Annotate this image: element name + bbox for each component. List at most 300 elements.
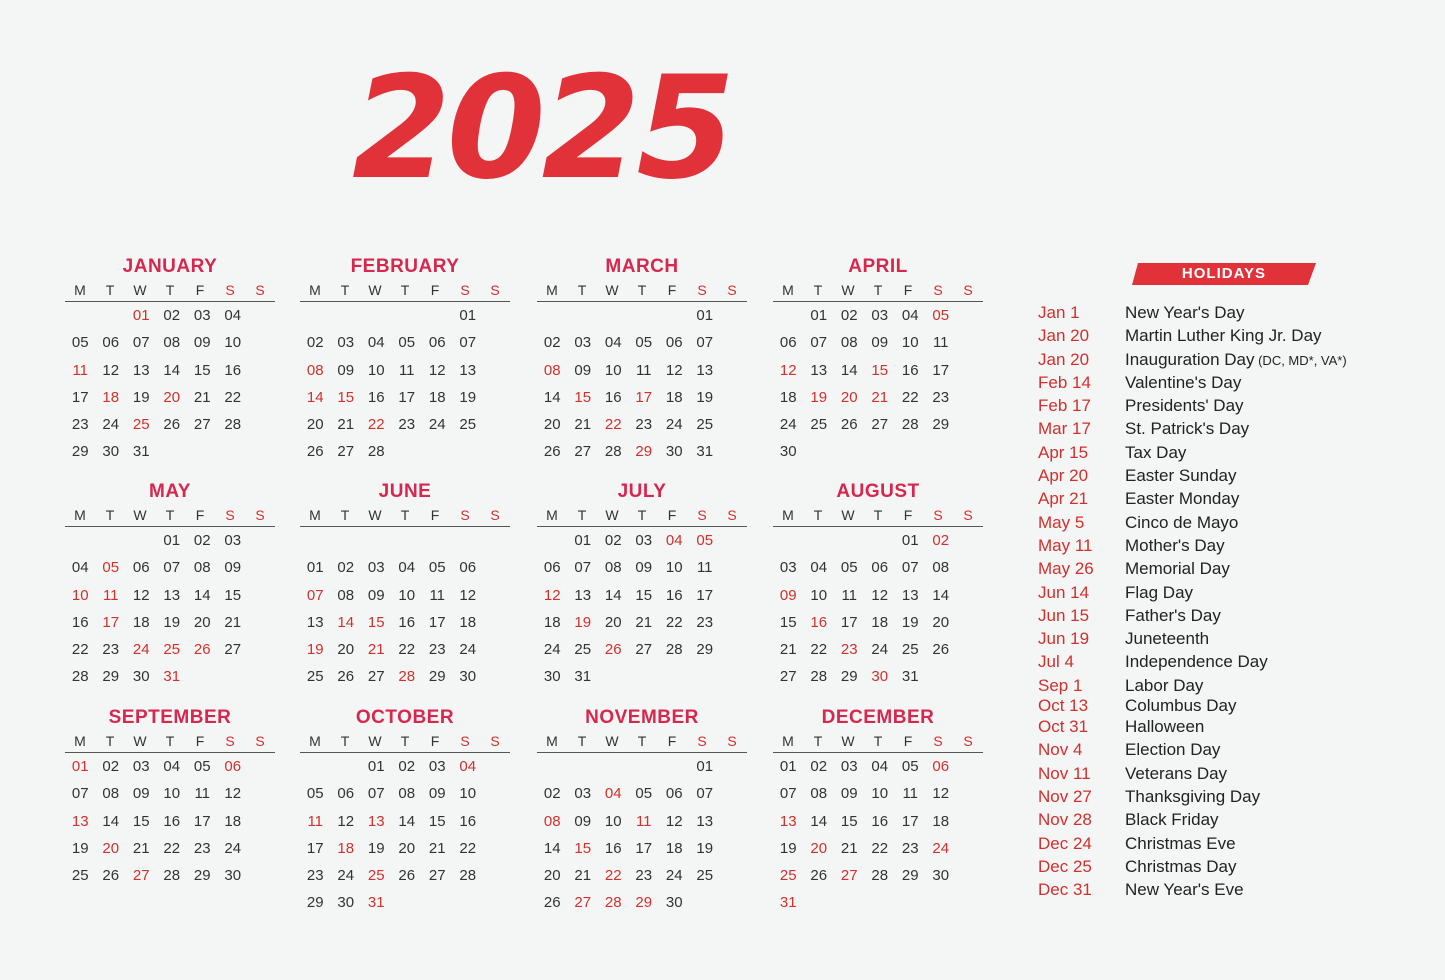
empty-cell xyxy=(629,753,660,780)
day-cell: 13 xyxy=(901,586,919,604)
day-cell: 13 xyxy=(574,586,592,604)
weekday-label: F xyxy=(195,507,205,523)
day-cell: 31 xyxy=(132,443,150,461)
month-march xyxy=(537,255,747,466)
day-cell: 18 xyxy=(665,839,683,857)
day-cell: 01 xyxy=(163,532,181,549)
day-cell: 03 xyxy=(224,532,242,549)
weekday-label: M xyxy=(546,282,558,298)
weekday-label: T xyxy=(873,733,883,749)
weekday-label: T xyxy=(577,733,587,749)
day-cell: 10 xyxy=(459,785,477,803)
weekday-label: S xyxy=(490,733,500,749)
day-cell: 22 xyxy=(459,839,477,857)
day-cell: 30 xyxy=(543,668,561,686)
weekday-label: S xyxy=(727,733,737,749)
day-cell: 30 xyxy=(337,894,355,912)
weekday-label: S xyxy=(225,507,235,523)
weekday-label: F xyxy=(430,507,440,523)
holiday-item xyxy=(1038,417,1438,440)
holiday-name: Black Friday xyxy=(1125,810,1219,830)
holiday-date: Jun 15 xyxy=(1038,605,1090,625)
month-title: AUGUST xyxy=(836,481,920,502)
day-cell: 12 xyxy=(665,361,683,379)
holiday-date: Jun 19 xyxy=(1038,629,1090,649)
holiday-date: May 11 xyxy=(1038,535,1093,555)
day-cell: 05 xyxy=(901,758,919,775)
month-october xyxy=(300,706,510,917)
empty-cell xyxy=(300,753,331,780)
day-cell: 18 xyxy=(543,613,561,631)
day-cell: 04 xyxy=(459,758,477,775)
day-cell: 20 xyxy=(306,416,324,434)
day-cell: 21 xyxy=(224,613,242,631)
empty-cell xyxy=(453,527,484,554)
month-title: JULY xyxy=(617,481,667,502)
weekday-header xyxy=(65,504,275,527)
weekday-label: S xyxy=(963,507,973,523)
holiday-date: Jan 20 xyxy=(1038,326,1090,346)
holiday-item xyxy=(1038,697,1438,715)
day-cell: 21 xyxy=(193,388,211,406)
empty-cell xyxy=(598,753,629,780)
holiday-name: Juneteenth xyxy=(1125,629,1210,649)
day-cell: 27 xyxy=(574,443,592,461)
day-cell: 22 xyxy=(665,613,683,631)
holiday-item xyxy=(1038,511,1438,534)
day-cell: 23 xyxy=(193,839,211,857)
weekday-label: S xyxy=(255,733,265,749)
day-cell: 28 xyxy=(665,641,683,659)
day-cell: 28 xyxy=(604,894,622,912)
day-cell: 15 xyxy=(574,839,592,857)
weekday-label: S xyxy=(727,282,737,298)
holiday-date: Feb 14 xyxy=(1038,372,1091,392)
day-cell: 11 xyxy=(102,586,119,604)
day-cell: 09 xyxy=(871,334,889,352)
empty-cell xyxy=(65,527,96,554)
holiday-name: Tax Day xyxy=(1125,442,1187,462)
day-cell: 14 xyxy=(102,812,120,830)
day-cell: 27 xyxy=(367,668,385,686)
weekday-label: W xyxy=(133,282,147,298)
day-cell: 27 xyxy=(779,668,797,686)
day-cell: 09 xyxy=(337,361,355,379)
day-cell: 09 xyxy=(428,785,446,803)
day-cell: 11 xyxy=(932,334,949,352)
empty-cell xyxy=(65,302,96,329)
weekday-header xyxy=(300,504,510,527)
day-cell: 29 xyxy=(71,443,89,461)
day-cell: 27 xyxy=(224,641,242,659)
day-cell: 14 xyxy=(543,388,561,406)
holiday-item xyxy=(1038,832,1438,855)
holiday-date: Dec 24 xyxy=(1038,833,1092,853)
weekday-header xyxy=(537,730,747,753)
day-cell: 22 xyxy=(398,641,416,659)
day-cell: 24 xyxy=(932,839,950,857)
day-cell: 31 xyxy=(696,443,714,461)
weekday-label: M xyxy=(782,282,794,298)
day-cell: 26 xyxy=(932,641,950,659)
day-cell: 21 xyxy=(635,613,653,631)
day-cell: 03 xyxy=(132,758,150,775)
weekday-label: W xyxy=(368,733,382,749)
day-cell: 12 xyxy=(543,586,561,604)
day-cell: 12 xyxy=(779,361,797,379)
day-cell: 16 xyxy=(604,839,622,857)
day-cell: 20 xyxy=(543,867,561,885)
weekday-label: T xyxy=(637,282,647,298)
day-cell: 04 xyxy=(367,334,385,352)
day-cell: 07 xyxy=(810,334,828,352)
weekday-label: T xyxy=(105,733,115,749)
weekday-label: F xyxy=(195,282,205,298)
day-cell: 20 xyxy=(193,613,211,631)
day-cell: 27 xyxy=(840,867,858,885)
day-grid xyxy=(300,527,510,691)
day-cell: 08 xyxy=(102,785,120,803)
day-cell: 02 xyxy=(337,559,355,577)
day-cell: 16 xyxy=(367,388,385,406)
day-cell: 18 xyxy=(459,613,477,631)
day-cell: 02 xyxy=(810,758,828,775)
day-cell: 25 xyxy=(810,416,828,434)
day-cell: 20 xyxy=(810,839,828,857)
day-cell: 26 xyxy=(398,867,416,885)
day-cell: 30 xyxy=(224,867,242,885)
day-cell: 08 xyxy=(840,334,858,352)
day-cell: 12 xyxy=(459,586,477,604)
day-cell: 12 xyxy=(102,361,120,379)
month-title: MARCH xyxy=(605,256,679,277)
weekday-label: W xyxy=(133,733,147,749)
day-cell: 18 xyxy=(871,613,889,631)
empty-cell xyxy=(598,302,629,329)
day-cell: 19 xyxy=(132,388,150,406)
weekday-label: S xyxy=(727,507,737,523)
day-cell: 30 xyxy=(665,894,683,912)
day-cell: 09 xyxy=(367,586,385,604)
holiday-date: Oct 13 xyxy=(1038,696,1089,716)
day-cell: 31 xyxy=(574,668,592,686)
day-cell: 13 xyxy=(696,361,714,379)
weekday-label: T xyxy=(637,733,647,749)
day-cell: 30 xyxy=(665,443,683,461)
day-cell: 29 xyxy=(901,867,919,885)
day-cell: 01 xyxy=(779,758,797,775)
month-title: DECEMBER xyxy=(821,707,935,728)
day-grid xyxy=(300,753,510,917)
day-cell: 11 xyxy=(902,785,919,803)
weekday-label: S xyxy=(697,733,707,749)
weekday-label: M xyxy=(546,733,558,749)
weekday-label: W xyxy=(841,733,855,749)
year-title: 2025 xyxy=(352,46,732,211)
day-cell: 26 xyxy=(163,416,181,434)
day-cell: 24 xyxy=(543,641,561,659)
day-cell: 12 xyxy=(871,586,889,604)
holiday-item xyxy=(1038,785,1438,808)
day-cell: 31 xyxy=(367,894,385,912)
day-cell: 25 xyxy=(306,668,324,686)
day-cell: 09 xyxy=(574,361,592,379)
day-cell: 23 xyxy=(398,416,416,434)
day-cell: 23 xyxy=(901,839,919,857)
day-cell: 28 xyxy=(604,443,622,461)
day-cell: 11 xyxy=(72,361,89,379)
weekday-label: M xyxy=(309,282,321,298)
weekday-label: S xyxy=(490,282,500,298)
empty-cell xyxy=(659,302,690,329)
weekday-label: T xyxy=(577,507,587,523)
day-cell: 19 xyxy=(810,388,828,406)
day-cell: 26 xyxy=(543,443,561,461)
holiday-date: Nov 27 xyxy=(1038,786,1092,806)
holiday-name: Memorial Day xyxy=(1125,559,1230,579)
empty-cell xyxy=(331,527,362,554)
day-cell: 22 xyxy=(604,416,622,434)
day-grid xyxy=(537,527,747,691)
day-cell: 06 xyxy=(428,334,446,352)
weekday-label: F xyxy=(195,733,205,749)
day-cell: 19 xyxy=(696,388,714,406)
weekday-label: S xyxy=(963,733,973,749)
day-cell: 10 xyxy=(71,586,89,604)
day-cell: 07 xyxy=(71,785,89,803)
day-cell: 09 xyxy=(574,812,592,830)
holiday-item xyxy=(1038,324,1438,347)
holiday-name: St. Patrick's Day xyxy=(1125,419,1250,439)
day-cell: 26 xyxy=(337,668,355,686)
day-cell: 22 xyxy=(224,388,242,406)
day-cell: 21 xyxy=(132,839,150,857)
holiday-date: Jun 14 xyxy=(1038,582,1090,602)
holidays-list xyxy=(1038,301,1438,901)
day-cell: 01 xyxy=(810,307,828,324)
day-cell: 04 xyxy=(901,307,919,324)
holiday-name: Martin Luther King Jr. Day xyxy=(1125,326,1322,346)
day-cell: 28 xyxy=(901,416,919,434)
day-cell: 06 xyxy=(224,758,242,775)
day-cell: 01 xyxy=(901,532,919,549)
day-cell: 09 xyxy=(193,334,211,352)
weekday-label: M xyxy=(546,507,558,523)
day-cell: 30 xyxy=(102,443,120,461)
empty-cell xyxy=(392,302,423,329)
month-september xyxy=(65,706,275,889)
weekday-label: W xyxy=(841,507,855,523)
day-cell: 22 xyxy=(163,839,181,857)
holiday-name: New Year's Day xyxy=(1125,303,1245,322)
day-cell: 08 xyxy=(306,361,324,379)
day-cell: 17 xyxy=(306,839,324,857)
day-cell: 09 xyxy=(779,586,797,604)
day-cell: 06 xyxy=(459,559,477,577)
weekday-label: T xyxy=(340,282,350,298)
day-cell: 24 xyxy=(779,416,797,434)
empty-cell xyxy=(804,527,835,554)
day-cell: 02 xyxy=(102,758,120,775)
day-cell: 19 xyxy=(779,839,797,857)
day-cell: 10 xyxy=(604,361,622,379)
day-grid xyxy=(537,302,747,466)
day-cell: 15 xyxy=(574,388,592,406)
day-cell: 08 xyxy=(543,812,561,830)
day-cell: 24 xyxy=(102,416,120,434)
holiday-name: Labor Day xyxy=(1125,675,1204,695)
day-cell: 14 xyxy=(398,812,416,830)
day-cell: 02 xyxy=(398,758,416,775)
day-cell: 06 xyxy=(665,785,683,803)
day-cell: 22 xyxy=(871,839,889,857)
day-cell: 04 xyxy=(71,559,89,577)
holiday-date: Sep 1 xyxy=(1038,675,1083,695)
holiday-item xyxy=(1038,557,1438,580)
day-cell: 01 xyxy=(367,758,385,775)
day-cell: 18 xyxy=(428,388,446,406)
day-cell: 02 xyxy=(306,334,324,352)
weekday-label: S xyxy=(933,282,943,298)
day-cell: 20 xyxy=(398,839,416,857)
day-cell: 14 xyxy=(163,361,181,379)
day-cell: 06 xyxy=(102,334,120,352)
weekday-label: S xyxy=(460,507,470,523)
day-grid xyxy=(773,302,983,466)
day-grid xyxy=(300,302,510,466)
day-cell: 19 xyxy=(306,641,324,659)
empty-cell xyxy=(361,302,392,329)
weekday-label: S xyxy=(697,282,707,298)
day-cell: 24 xyxy=(428,416,446,434)
day-cell: 02 xyxy=(840,307,858,324)
day-cell: 18 xyxy=(102,388,120,406)
holiday-date: Jan 1 xyxy=(1038,303,1080,322)
day-cell: 28 xyxy=(810,668,828,686)
day-grid xyxy=(773,753,983,917)
holiday-name: Mother's Day xyxy=(1125,535,1225,555)
day-cell: 06 xyxy=(543,559,561,577)
holiday-note: (DC, MD*, VA*) xyxy=(1254,352,1347,368)
holiday-date: Jan 20 xyxy=(1038,349,1090,369)
day-cell: 29 xyxy=(635,443,653,461)
day-cell: 21 xyxy=(871,388,889,406)
weekday-label: M xyxy=(309,733,321,749)
holiday-name: Halloween xyxy=(1125,717,1205,737)
day-cell: 31 xyxy=(901,668,919,686)
day-cell: 11 xyxy=(696,559,713,577)
weekday-label: W xyxy=(368,282,382,298)
day-cell: 02 xyxy=(932,532,950,549)
day-cell: 22 xyxy=(810,641,828,659)
day-cell: 09 xyxy=(840,785,858,803)
month-title: NOVEMBER xyxy=(585,707,699,728)
day-cell: 29 xyxy=(696,641,714,659)
day-cell: 08 xyxy=(604,559,622,577)
holiday-item xyxy=(1038,738,1438,761)
day-cell: 07 xyxy=(779,785,797,803)
day-cell: 19 xyxy=(574,613,592,631)
empty-cell xyxy=(96,527,127,554)
month-february xyxy=(300,255,510,466)
holiday-item xyxy=(1038,371,1438,394)
day-cell: 04 xyxy=(224,307,242,324)
day-cell: 30 xyxy=(459,668,477,686)
day-cell: 14 xyxy=(932,586,950,604)
day-cell: 13 xyxy=(71,812,89,830)
day-cell: 25 xyxy=(696,416,714,434)
day-cell: 04 xyxy=(398,559,416,577)
day-cell: 24 xyxy=(871,641,889,659)
day-cell: 21 xyxy=(428,839,446,857)
weekday-label: S xyxy=(255,507,265,523)
day-cell: 19 xyxy=(901,613,919,631)
holiday-name: Independence Day xyxy=(1125,652,1268,672)
day-cell: 05 xyxy=(71,334,89,352)
empty-cell xyxy=(300,527,331,554)
day-cell: 12 xyxy=(337,812,355,830)
day-cell: 29 xyxy=(102,668,120,686)
day-cell: 25 xyxy=(163,641,181,659)
weekday-label: S xyxy=(460,733,470,749)
holiday-date: Nov 28 xyxy=(1038,810,1092,830)
day-cell: 18 xyxy=(665,388,683,406)
day-cell: 14 xyxy=(337,613,355,631)
holiday-name: Valentine's Day xyxy=(1125,372,1242,392)
weekday-label: S xyxy=(225,282,235,298)
weekday-label: T xyxy=(165,282,175,298)
day-cell: 02 xyxy=(163,307,181,324)
day-cell: 14 xyxy=(193,586,211,604)
day-cell: 19 xyxy=(71,839,89,857)
holiday-date: Feb 17 xyxy=(1038,396,1091,416)
empty-cell xyxy=(392,527,423,554)
day-cell: 18 xyxy=(779,388,797,406)
weekday-label: T xyxy=(340,507,350,523)
day-cell: 11 xyxy=(194,785,211,803)
day-cell: 14 xyxy=(306,388,324,406)
day-cell: 21 xyxy=(779,641,797,659)
day-cell: 20 xyxy=(932,613,950,631)
day-cell: 27 xyxy=(193,416,211,434)
day-cell: 29 xyxy=(193,867,211,885)
day-cell: 15 xyxy=(840,812,858,830)
weekday-label: S xyxy=(933,733,943,749)
empty-cell xyxy=(773,527,804,554)
day-cell: 24 xyxy=(224,839,242,857)
day-cell: 10 xyxy=(810,586,828,604)
day-cell: 26 xyxy=(306,443,324,461)
day-cell: 26 xyxy=(543,894,561,912)
month-november xyxy=(537,706,747,917)
day-cell: 18 xyxy=(932,812,950,830)
holiday-name: Election Day xyxy=(1125,740,1221,760)
day-cell: 28 xyxy=(367,443,385,461)
day-cell: 01 xyxy=(306,559,324,577)
day-cell: 17 xyxy=(398,388,416,406)
day-cell: 06 xyxy=(337,785,355,803)
weekday-header xyxy=(537,279,747,302)
holiday-date: Mar 17 xyxy=(1038,419,1091,439)
holiday-item xyxy=(1038,627,1438,650)
weekday-label: F xyxy=(667,282,677,298)
empty-cell xyxy=(773,302,804,329)
day-cell: 17 xyxy=(840,613,858,631)
weekday-label: T xyxy=(813,282,823,298)
weekday-label: M xyxy=(782,733,794,749)
month-august xyxy=(773,480,983,691)
day-grid xyxy=(773,527,983,691)
